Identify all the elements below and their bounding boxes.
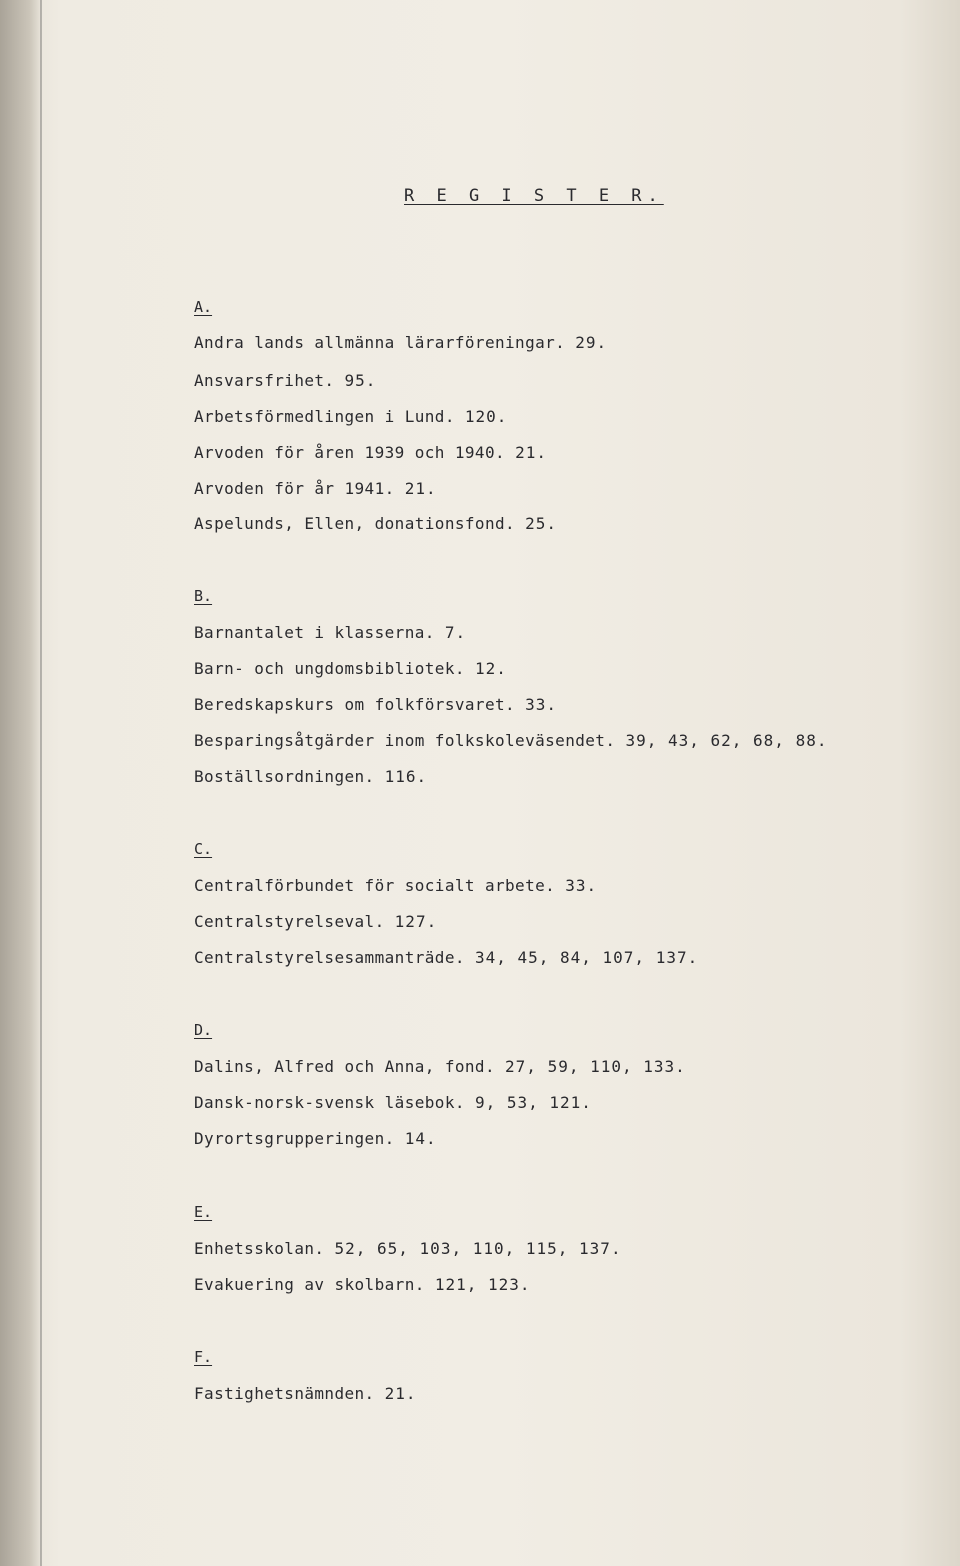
entry-text: Arbetsförmedlingen i Lund.: [194, 407, 455, 426]
index-entry: [194, 443, 547, 462]
index-entry: [194, 767, 427, 786]
entry-pages: 21.: [404, 479, 437, 498]
section-letter-d: D.: [194, 1021, 213, 1039]
index-entry: [194, 1129, 437, 1148]
entry-text: Enhetsskolan.: [194, 1239, 325, 1258]
entry-text: Andra lands allmänna lärarföreningar.: [194, 333, 566, 352]
index-entry: [194, 479, 437, 498]
entry-pages: 7.: [444, 623, 467, 642]
entry-text: Ansvarsfrihet.: [194, 371, 335, 390]
entry-pages: 127.: [394, 912, 438, 931]
index-entry: [194, 407, 507, 426]
entry-pages: 121, 123.: [434, 1275, 531, 1294]
entry-text: Arvoden för år 1941.: [194, 479, 395, 498]
entry-text: Arvoden för åren 1939 och 1940.: [194, 443, 506, 462]
entry-text: Barn- och ungdomsbibliotek.: [194, 659, 465, 678]
index-entry: [194, 695, 557, 714]
entry-pages: 29.: [575, 333, 608, 352]
index-entry: [194, 1057, 686, 1076]
entry-pages: 27, 59, 110, 133.: [505, 1057, 686, 1076]
entry-text: Dyrortsgrupperingen.: [194, 1129, 395, 1148]
entry-pages: 39, 43, 62, 68, 88.: [625, 731, 828, 750]
index-entry: [194, 1384, 417, 1403]
index-entry: [194, 1239, 622, 1258]
entry-pages: 120.: [464, 407, 508, 426]
index-entry: [194, 1275, 531, 1294]
section-letter-a: A.: [194, 298, 213, 316]
index-entry: [194, 912, 437, 931]
entry-text: Centralförbundet för socialt arbete.: [194, 876, 556, 895]
entry-text: Besparingsåtgärder inom folkskoleväsendet.: [194, 731, 616, 750]
index-entry: [194, 623, 466, 642]
entry-pages: 21.: [515, 443, 547, 462]
entry-text: Centralstyrelseval.: [194, 912, 385, 931]
entry-pages: 9, 53, 121.: [474, 1093, 592, 1112]
page-title: R E G I S T E R.: [404, 186, 664, 206]
entry-pages: 52, 65, 103, 110, 115, 137.: [334, 1239, 622, 1258]
page-edge-line: [40, 0, 42, 1566]
entry-text: Dalins, Alfred och Anna, fond.: [194, 1057, 495, 1076]
entry-pages: 95.: [344, 371, 377, 390]
index-entry: [194, 333, 607, 352]
entry-pages: 33.: [565, 876, 598, 895]
entry-text: Boställsordningen.: [194, 767, 375, 786]
entry-pages: 21.: [384, 1384, 417, 1403]
section-letter-c: C.: [194, 840, 213, 858]
entry-text: Fastighetsnämnden.: [194, 1384, 375, 1403]
index-entry: [194, 371, 376, 390]
entry-pages: 116.: [384, 767, 428, 786]
entry-pages: 34, 45, 84, 107, 137.: [474, 948, 699, 967]
entry-text: Barnantalet i klasserna.: [194, 623, 435, 642]
entry-pages: 25.: [525, 514, 558, 533]
index-entry: [194, 659, 507, 678]
entry-text: Centralstyrelsesammanträde.: [194, 948, 465, 967]
section-letter-b: B.: [194, 587, 213, 605]
index-entry: [194, 514, 557, 533]
index-entry: [194, 876, 597, 895]
binding-shadow: [0, 0, 42, 1566]
index-entry: [194, 1093, 592, 1112]
index-entry: [194, 731, 827, 750]
section-letter-e: E.: [194, 1203, 213, 1221]
entry-pages: 14.: [404, 1129, 437, 1148]
section-letter-f: F.: [194, 1348, 213, 1366]
entry-pages: 33.: [525, 695, 558, 714]
entry-text: Dansk-norsk-svensk läsebok.: [194, 1093, 465, 1112]
entry-pages: 12.: [474, 659, 507, 678]
index-entry: [194, 948, 698, 967]
entry-text: Evakuering av skolbarn.: [194, 1275, 425, 1294]
entry-text: Aspelunds, Ellen, donationsfond.: [194, 514, 516, 533]
entry-text: Beredskapskurs om folkförsvaret.: [194, 695, 516, 714]
